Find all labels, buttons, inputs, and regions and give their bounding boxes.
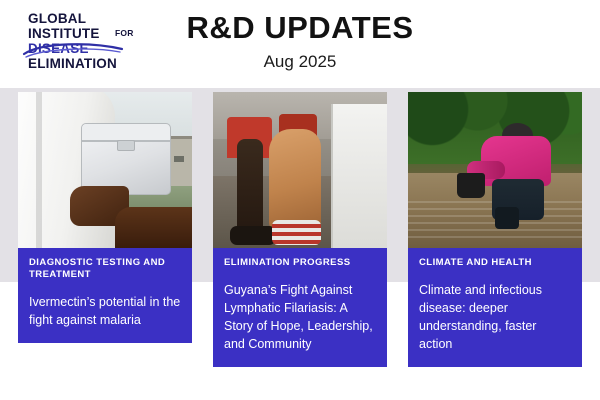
page-title: R&D UPDATES <box>186 10 414 45</box>
article-headline[interactable]: Ivermectin’s potential in the fight against malaria <box>29 294 181 327</box>
article-headline[interactable]: Climate and infectious disease: deeper understanding, faster action <box>419 282 542 352</box>
article-card[interactable] <box>408 92 582 367</box>
article-image-filariasis-clinic <box>213 92 387 248</box>
article-category: CLIMATE AND HEALTH <box>419 257 532 268</box>
logo-line-disease: DISEASE <box>28 41 89 56</box>
title-block <box>150 12 450 72</box>
logo-line-elimination: ELIMINATION <box>28 56 117 71</box>
article-card-body <box>213 248 387 367</box>
page-header <box>0 0 600 88</box>
logo-line-for: FOR <box>115 28 134 38</box>
article-image-vaccine-carrier <box>18 92 192 248</box>
article-card-body <box>18 248 192 343</box>
logo-line-institute: INSTITUTE <box>28 26 100 41</box>
logo-line-global: GLOBAL <box>28 11 87 26</box>
article-card[interactable] <box>213 92 387 367</box>
organization-logo[interactable] <box>18 10 148 72</box>
article-category: ELIMINATION PROGRESS <box>224 257 351 268</box>
article-category: DIAGNOSTIC TESTING AND TREATMENT <box>29 257 166 280</box>
page-subtitle: Aug 2025 <box>263 52 337 71</box>
article-card-body <box>408 248 582 367</box>
article-headline[interactable]: Guyana’s Fight Against Lymphatic Filariasis: A Story of Hope, Leadership, and Community <box>224 282 373 352</box>
article-image-water-sampling <box>408 92 582 248</box>
article-card[interactable] <box>18 92 192 343</box>
